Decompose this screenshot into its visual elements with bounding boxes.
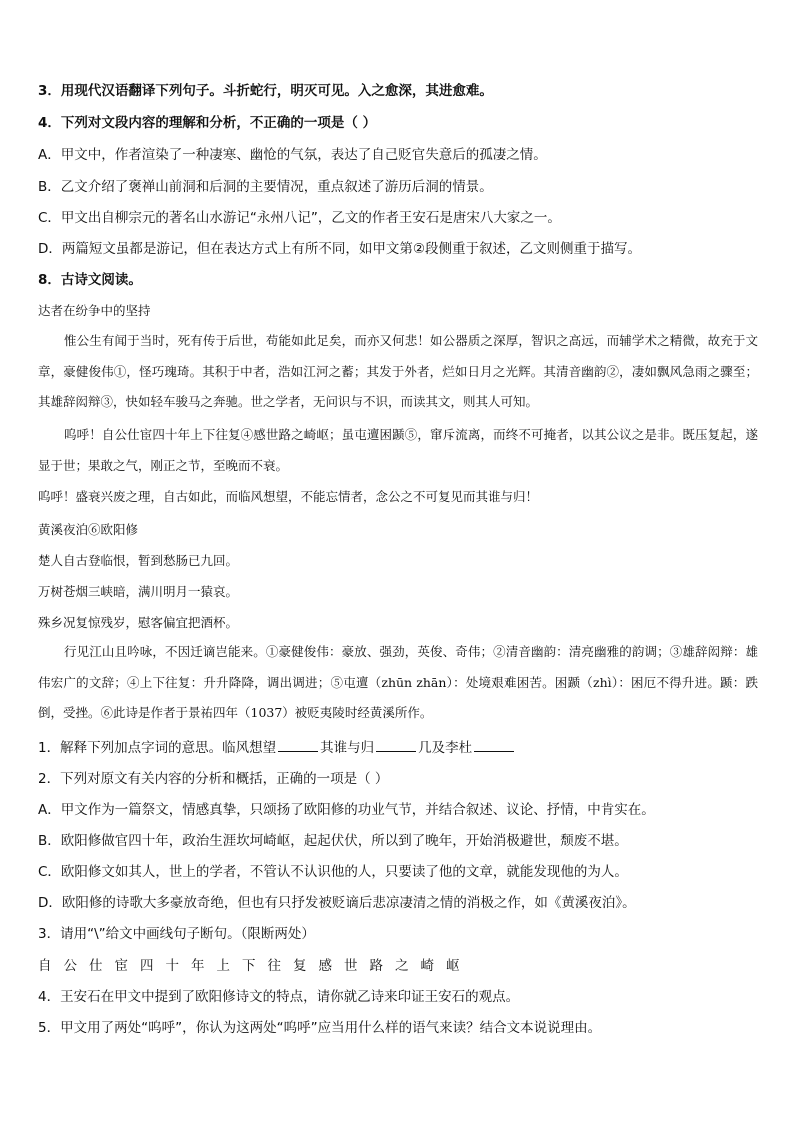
poem-title: 黄溪夜泊⑥欧阳修 (38, 522, 139, 537)
sub-question-1-part-c: 几及李杜 (418, 740, 473, 756)
sub-question-3-sentence: 自公仕宦四十年上下往复感世路之崎岖 (38, 958, 472, 974)
question-4-option-c: C．甲文出自柳宗元的著名山水游记“永州八记”，乙文的作者王安石是唐宋八大家之一。 (38, 210, 561, 226)
essay-paragraph-3: 呜呼！盛衰兴废之理，自古如此，而临风想望，不能忘情者，念公之不可复见而其谁与归！ (38, 489, 539, 504)
essay-paragraph-1: 惟公生有闻于当时，死有传于后世，苟能如此足矣，而亦又何悲！如公器质之深厚，智识之高远，而辅学术之精微，故充于文章，豪健俊伟①，怪巧瑰琦。其积于中者，浩如江河之蓄；其发于外者，烂如日月之光辉。其清音幽韵②，凄如飘风急雨之骤至；其雄辞闳辩③，快如轻车骏马之奔驰。世之学者，无问识与不识，而读其文，则其人可知。 (38, 333, 758, 409)
sub-question-1-part-a: 1．解释下列加点字词的意思。临风想望 (38, 740, 277, 756)
sub-question-1 (38, 739, 516, 757)
sub-question-2-option-a: A．甲文作为一篇祭文，情感真挚，只颂扬了欧阳修的功业气节，并结合叙述、议论、抒情，中肯实在。 (38, 802, 655, 818)
question-8-heading: 8．古诗文阅读。 (38, 272, 142, 288)
sub-question-2-option-b: B．欧阳修做官四十年，政治生涯坎坷崎岖，起起伏伏，所以到了晚年，开始消极避世，颓废不堪。 (38, 833, 628, 849)
answer-blank-3[interactable] (474, 739, 514, 752)
poem-line-4-and-notes: 行见江山且吟咏，不因迁谪岂能来。①豪健俊伟：豪放、强劲，英俊、奇伟；②清音幽韵：清亮幽雅的韵调；③雄辞闳辩：雄伟宏广的文辞；④上下往复：升升降降，调出调进；⑤屯邅（zhūn zhān）：处境艰难困苦。困踬（zhì）：困厄不得升进。踬：跌倒，受挫。⑥此诗是作者于景祐四年（1037）被贬夷陵时经黄溪所作。 (38, 644, 758, 720)
poem-line-2: 万树苍烟三峡暗，满川明月一猿哀。 (38, 584, 239, 599)
question-4-option-b: B．乙文介绍了褒禅山前洞和后洞的主要情况，重点叙述了游历后洞的情景。 (38, 179, 493, 195)
poem-line-3: 殊乡况复惊残岁，慰客偏宜把酒杯。 (38, 615, 239, 630)
question-4-stem: 4．下列对文段内容的理解和分析，不正确的一项是（ ） (38, 115, 377, 131)
poem-line-1: 楚人自古登临恨，暂到愁肠已九回。 (38, 553, 239, 568)
question-4-option-d: D．两篇短文虽都是游记，但在表达方式上有所不同，如甲文第②段侧重于叙述，乙文则侧重于描写。 (38, 241, 641, 257)
sub-question-4: 4．王安石在甲文中提到了欧阳修诗文的特点，请你就乙诗来印证王安石的观点。 (38, 989, 520, 1005)
question-3-translate: 3．用现代汉语翻译下列句子。斗折蛇行，明灭可见。入之愈深，其进愈难。 (38, 83, 493, 99)
essay-paragraph-2: 呜呼！自公仕宦四十年上下往复④感世路之崎岖；虽屯邅困踬⑤，窜斥流离，而终不可掩者，以其公议之是非。既压复起，遂显于世；果敢之气，刚正之节，至晚而不衰。 (38, 427, 758, 473)
sub-question-2-option-d: D．欧阳修的诗歌大多豪放奇绝，但也有只抒发被贬谪后悲凉凄清之情的消极之作，如《黄溪夜泊》。 (38, 895, 636, 911)
answer-blank-1[interactable] (278, 739, 318, 752)
question-4-option-a: A．甲文中，作者渲染了一种凄寒、幽怆的气氛，表达了自己贬官失意后的孤凄之情。 (38, 147, 547, 163)
essay-title: 达者在纷争中的坚持 (38, 303, 151, 318)
answer-blank-2[interactable] (376, 739, 416, 752)
sub-question-2-stem: 2．下列对原文有关内容的分析和概括，正确的一项是（ ） (38, 771, 389, 787)
sub-question-1-part-b: 其谁与归 (320, 740, 375, 756)
sub-question-5: 5．甲文用了两处“呜呼”，你认为这两处“呜呼”应当用什么样的语气来读？结合文本说说理由。 (38, 1020, 602, 1036)
sub-question-2-option-c: C．欧阳修文如其人，世上的学者，不管认不认识他的人，只要读了他的文章，就能发现他的为人。 (38, 864, 628, 880)
sub-question-3: 3．请用“\”给文中画线句子断句。（限断两处） (38, 926, 315, 942)
